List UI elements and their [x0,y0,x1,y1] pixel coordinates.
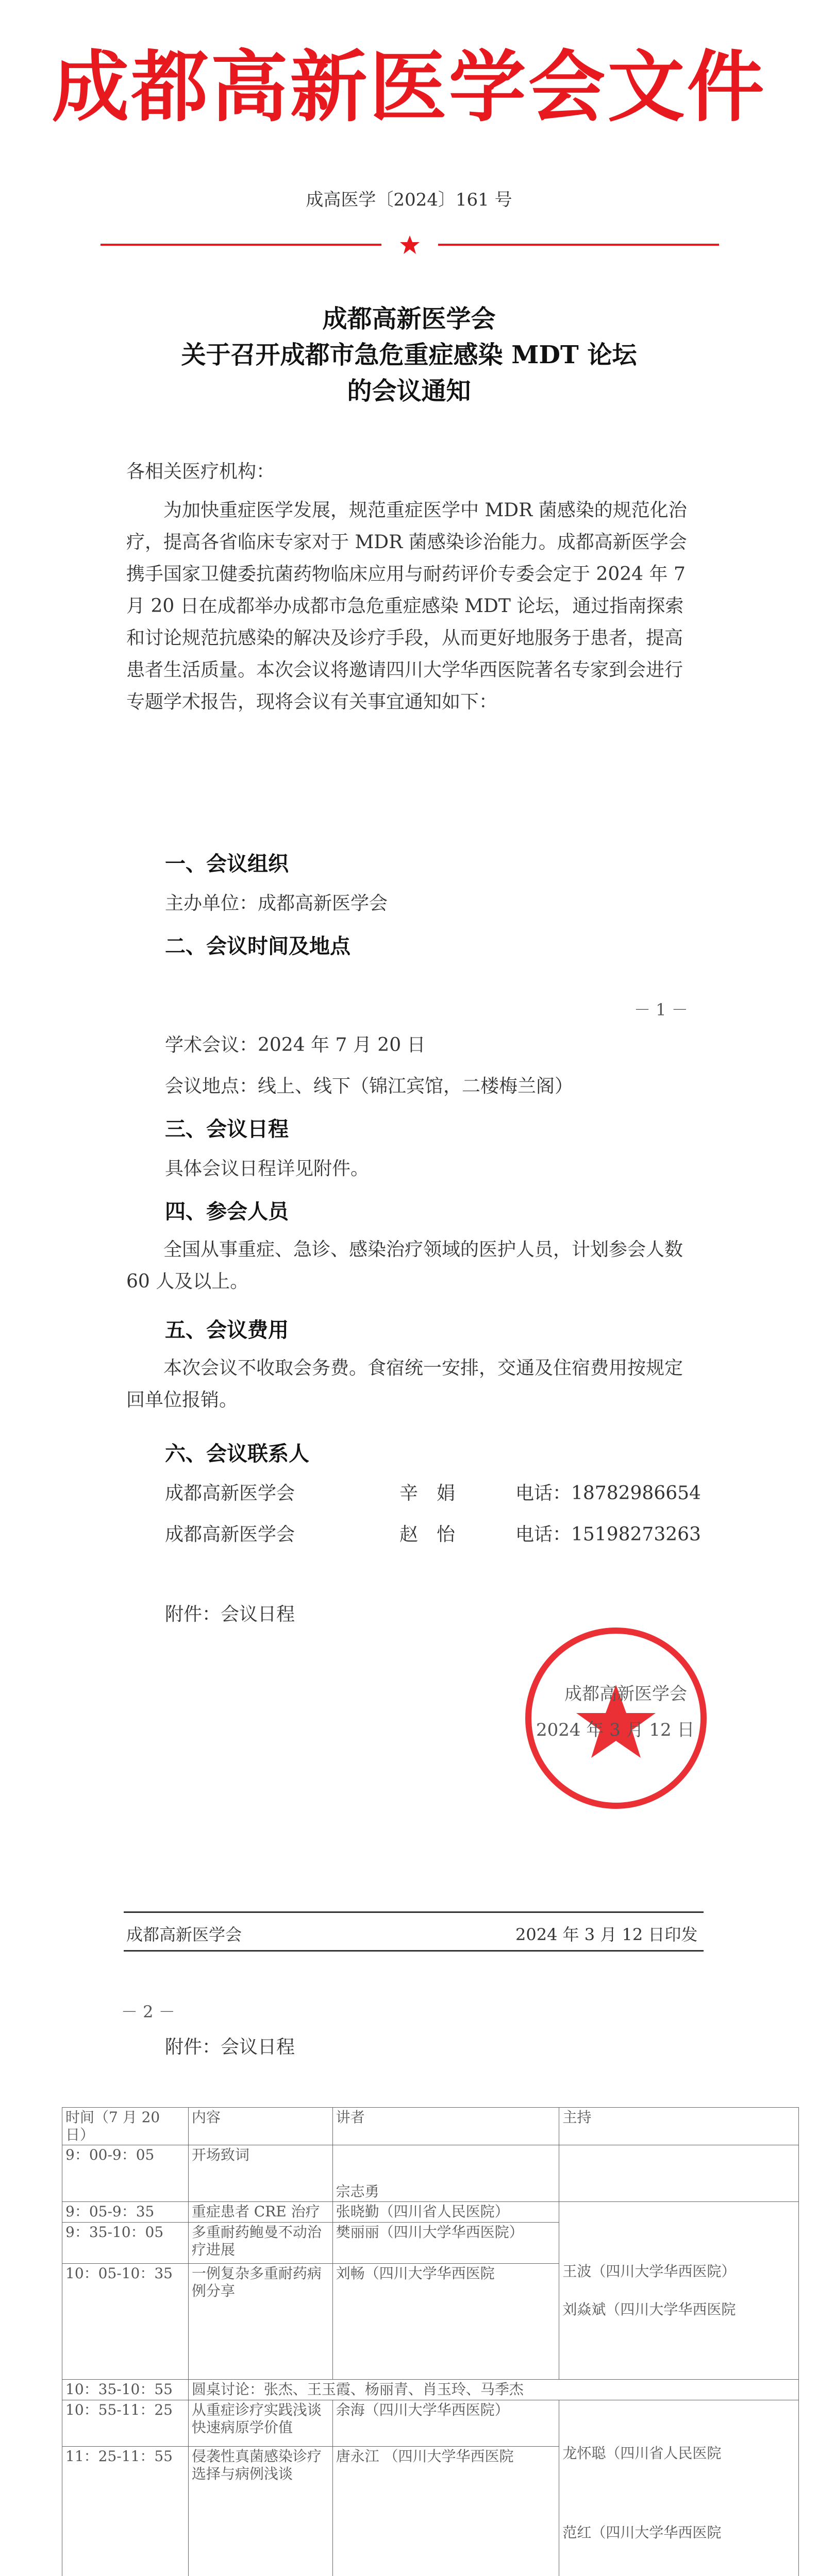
seal-org-text: 成都高新医学会 [564,1684,687,1704]
time-cell: 9：35-10：05 [62,2223,189,2264]
content-cell: 多重耐药鲍曼不动治疗进展 [188,2223,332,2264]
header-cell: 讲者 [332,2108,559,2145]
document-header-title: 成都高新医学会文件 [52,43,766,132]
time-cell: 10：05-10：35 [62,2264,189,2380]
contact-org: 成都高新医学会 [165,1483,295,1504]
contact-row [165,1479,706,1504]
footer-org: 成都高新医学会 [126,1925,242,1944]
content-cell: 开场致词 [188,2145,332,2202]
schedule-title: 附件：会议日程 [165,2037,295,2058]
notice-title-line2: 关于召开成都市急危重症感染 MDT 论坛 [181,341,637,369]
speaker-cell: 刘畅（四川大学华西医院 [332,2264,559,2380]
section-3-heading: 三、会议日程 [165,1117,289,1141]
footer-rule-bottom [124,1950,704,1952]
chair-name: 范红（四川大学华西医院 [562,2523,722,2541]
section-1-heading: 一、会议组织 [165,852,289,876]
time-cell: 10：55-11：25 [62,2400,189,2447]
content-cell: 从重症诊疗实践浅谈快速病原学价值 [188,2400,332,2447]
header-cell: 内容 [188,2108,332,2145]
contact-name: 赵 怡 [399,1524,456,1545]
salutation: 各相关医疗机构： [126,461,275,482]
red-header-rule [101,234,719,255]
chair-cell [559,2145,799,2202]
chair-cell [559,2202,799,2380]
table-row [62,2400,799,2447]
chair-cell [559,2400,799,2576]
page-number-2: － 2 － [121,2002,175,2022]
section-1-text: 主办单位：成都高新医学会 [165,893,388,914]
contact-name: 辛 娟 [399,1483,456,1504]
roundtable-cell: 圆桌讨论：张杰、王玉霞、杨丽青、肖玉玲、马季杰 [188,2380,798,2400]
speaker-cell: 唐永江 （四川大学华西医院 [332,2447,559,2576]
time-cell: 11：25-11：55 [62,2447,189,2576]
table-row [62,2145,799,2202]
notice-title-line3: 的会议通知 [347,377,471,405]
attachment-note: 附件：会议日程 [165,1604,295,1625]
time-cell: 9：00-9：05 [62,2145,189,2202]
section-4-text: 全国从事重症、急诊、感染治疗领域的医护人员，计划参会人数 60 人及以上。 [126,1239,683,1292]
chair-name: 龙怀聪（四川省人民医院 [562,2444,722,2462]
contact-phone: 电话：18782986654 [515,1483,701,1504]
section-5-heading: 五、会议费用 [165,1318,289,1342]
table-row [62,2202,799,2223]
star-icon [392,234,428,255]
contact-row [165,1520,706,1546]
time-cell: 9：05-9：35 [62,2202,189,2223]
content-cell: 侵袭性真菌感染诊疗选择与病例浅谈 [188,2447,332,2576]
section-4-heading: 四、参会人员 [165,1199,289,1224]
red-rule-left [101,244,381,246]
footer-date: 2024 年 3 月 12 日印发 [515,1925,698,1944]
header-cell: 时间（7 月 20 日） [62,2108,189,2145]
section-6-heading: 六、会议联系人 [165,1442,309,1466]
section-3-text: 具体会议日程详见附件。 [165,1158,370,1179]
table-header-row [62,2108,799,2145]
notice-title-line1: 成都高新医学会 [322,304,496,333]
section-2-time: 学术会议：2024 年 7 月 20 日 [165,1035,426,1056]
header-cell: 主持 [559,2108,799,2145]
section-2-heading: 二、会议时间及地点 [165,934,350,958]
content-cell: 重症患者 CRE 治疗 [188,2202,332,2223]
speaker-cell: 余海（四川大学华西医院） [332,2400,559,2447]
seal-date-text: 2024 年 3 月 12 日 [536,1720,695,1740]
speaker-cell: 樊丽丽（四川大学华西医院） [332,2223,559,2264]
contact-org: 成都高新医学会 [165,1524,295,1545]
time-cell: 10：35-10：55 [62,2380,189,2400]
page-number-1: － 1 － [634,1000,688,1020]
footer-rule-top [124,1911,704,1913]
content-cell: 一例复杂多重耐药病例分享 [188,2264,332,2380]
document-number: 成高医学〔2024〕161 号 [306,190,512,210]
red-rule-right [438,244,719,246]
intro-paragraph: 为加快重症医学发展，规范重症医学中 MDR 菌感染的规范化治疗，提高各省临床专家对于 MDR 菌感染诊治能力。成都高新医学会携手国家卫健委抗菌药物临床应用与耐药评价专委会定于 2024 年 7 月 20 日在成都举办成都市急危重症感染 MDT 论坛，通过指南探索和讨论规范抗感染的解决及诊疗手段，从而更好地服务于患者，提高患者生活质量。本次会议将邀请四川大学华西医院著名专家到会进行专题学术报告，现将会议有关事宜通知如下： [126,500,687,713]
speaker-cell: 张晓勤（四川省人民医院） [332,2202,559,2223]
contact-phone: 电话：15198273263 [515,1524,701,1545]
chair-name: 王波（四川大学华西医院） [562,2263,736,2280]
speaker-cell: 宗志勇 [332,2145,559,2202]
schedule-table [62,2107,799,2576]
table-row [62,2380,799,2400]
section-2-place: 会议地点：线上、线下（锦江宾馆，二楼梅兰阁） [165,1076,574,1097]
chair-name: 刘焱斌（四川大学华西医院 [562,2301,736,2318]
section-5-text: 本次会议不收取会务费。食宿统一安排，交通及住宿费用按规定回单位报销。 [126,1358,683,1411]
